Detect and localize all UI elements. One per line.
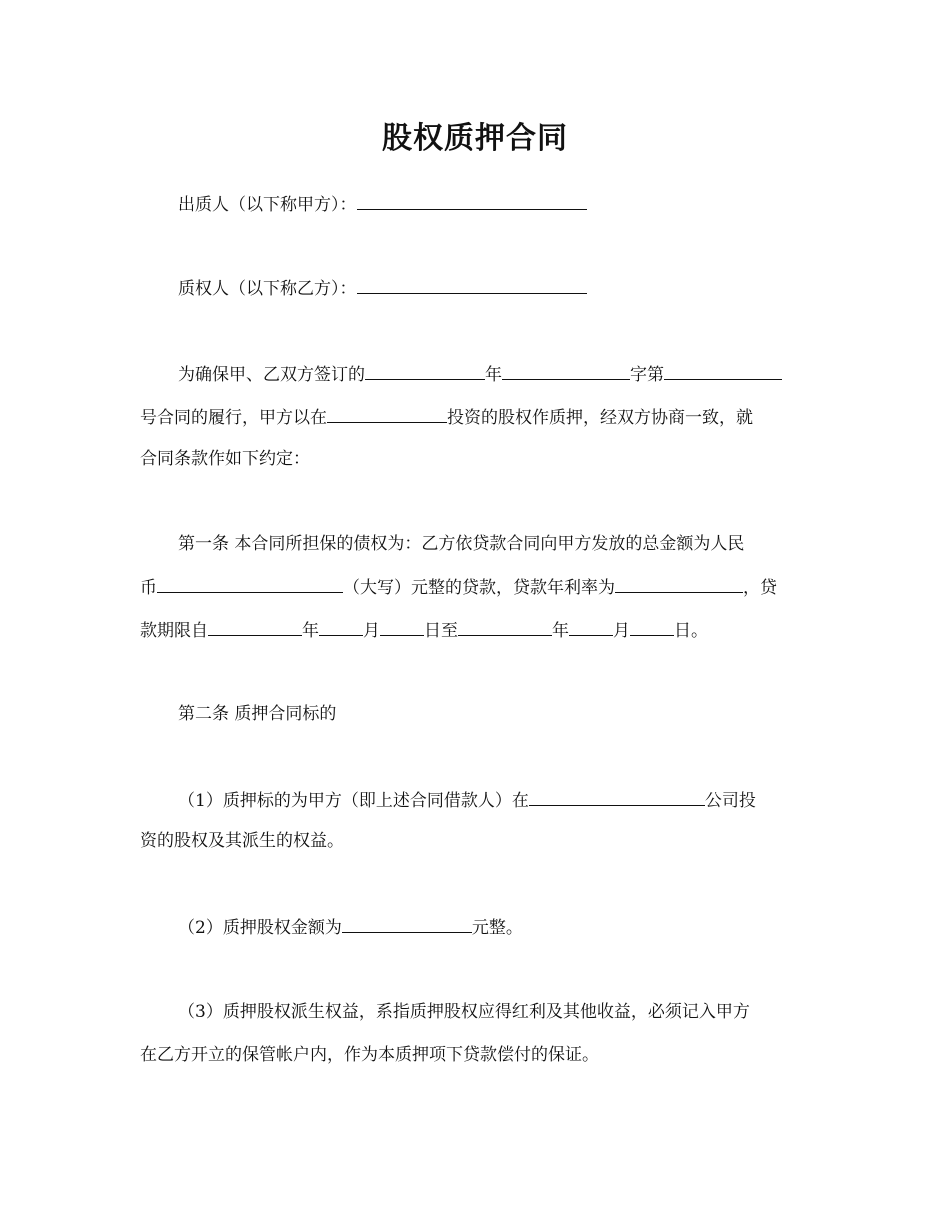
intro-text: 投资的股权作质押，经双方协商一致，就 — [447, 408, 753, 428]
pledgor-blank[interactable] — [357, 192, 587, 210]
article2-text: 在乙方开立的保管帐户内，作为本质押项下贷款偿付的保证。 — [140, 1045, 599, 1065]
article1-text: ，贷 — [743, 578, 777, 598]
document-title: 股权质押合同 — [382, 121, 568, 156]
article1-text: 币 — [140, 578, 157, 598]
end-day-blank[interactable] — [630, 618, 674, 636]
intro-text: 号合同的履行，甲方以在 — [140, 408, 327, 428]
article1-line-3 — [140, 618, 820, 642]
investment-company-blank[interactable] — [327, 405, 447, 423]
intro-line-2 — [140, 405, 820, 429]
article2-item3-line-2 — [140, 1044, 820, 1066]
article2-text: 元整。 — [471, 918, 523, 938]
pledgor-label: 出质人（以下称甲方）： — [178, 195, 357, 215]
end-month-blank[interactable] — [569, 618, 613, 636]
article1-text: 第一条 本合同所担保的债权为：乙方依贷款合同向甲方发放的总金额为人民 — [178, 534, 745, 554]
pledgee-label: 质权人（以下称乙方）： — [178, 279, 357, 299]
start-month-blank[interactable] — [319, 618, 363, 636]
article1-line-1 — [178, 533, 858, 555]
intro-text: 合同条款作如下约定： — [140, 449, 310, 469]
article1-line-2 — [140, 575, 820, 599]
contract-party-blank[interactable] — [365, 362, 485, 380]
contract-year-blank[interactable] — [502, 362, 630, 380]
article1-text: 款期限自 — [140, 621, 208, 641]
intro-text: 为确保甲、乙双方签订的 — [178, 365, 365, 385]
pledgee-blank[interactable] — [357, 276, 587, 294]
article1-text: 日。 — [674, 621, 708, 641]
article1-text: （大写）元整的贷款，贷款年利率为 — [343, 578, 615, 598]
article2-item3-line-1 — [178, 1001, 858, 1023]
article2-text: （1）质押标的为甲方（即上述合同借款人）在 — [178, 791, 529, 811]
contract-number-blank[interactable] — [664, 362, 782, 380]
article2-item1-line-2 — [140, 830, 820, 852]
intro-line-3 — [140, 448, 820, 470]
article2-text: 公司投 — [704, 791, 756, 811]
article2-text: （2）质押股权金额为 — [178, 918, 342, 938]
intro-line-1 — [178, 362, 818, 386]
loan-amount-blank[interactable] — [157, 575, 343, 593]
article1-text: 日至 — [424, 621, 458, 641]
intro-text: 字第 — [630, 365, 664, 385]
article2-heading — [178, 703, 858, 725]
pledgee-line — [178, 276, 858, 300]
interest-rate-blank[interactable] — [615, 575, 743, 593]
article1-text: 年 — [302, 621, 319, 641]
article1-text: 月 — [363, 621, 380, 641]
pledgor-line — [178, 192, 858, 216]
article1-text: 年 — [552, 621, 569, 641]
article1-text: 月 — [613, 621, 630, 641]
end-year-blank[interactable] — [458, 618, 552, 636]
start-day-blank[interactable] — [380, 618, 424, 636]
target-company-blank[interactable] — [529, 788, 705, 806]
start-year-blank[interactable] — [208, 618, 302, 636]
pledged-equity-amount-blank[interactable] — [342, 915, 472, 933]
article2-text: 资的股权及其派生的权益。 — [140, 831, 344, 851]
article2-text: （3）质押股权派生权益，系指质押股权应得红利及其他收益，必须记入甲方 — [178, 1002, 750, 1022]
article2-item2 — [178, 915, 858, 939]
article2-item1-line-1 — [178, 788, 858, 812]
article2-heading-text: 第二条 质押合同标的 — [178, 704, 337, 724]
intro-text: 年 — [485, 365, 502, 385]
